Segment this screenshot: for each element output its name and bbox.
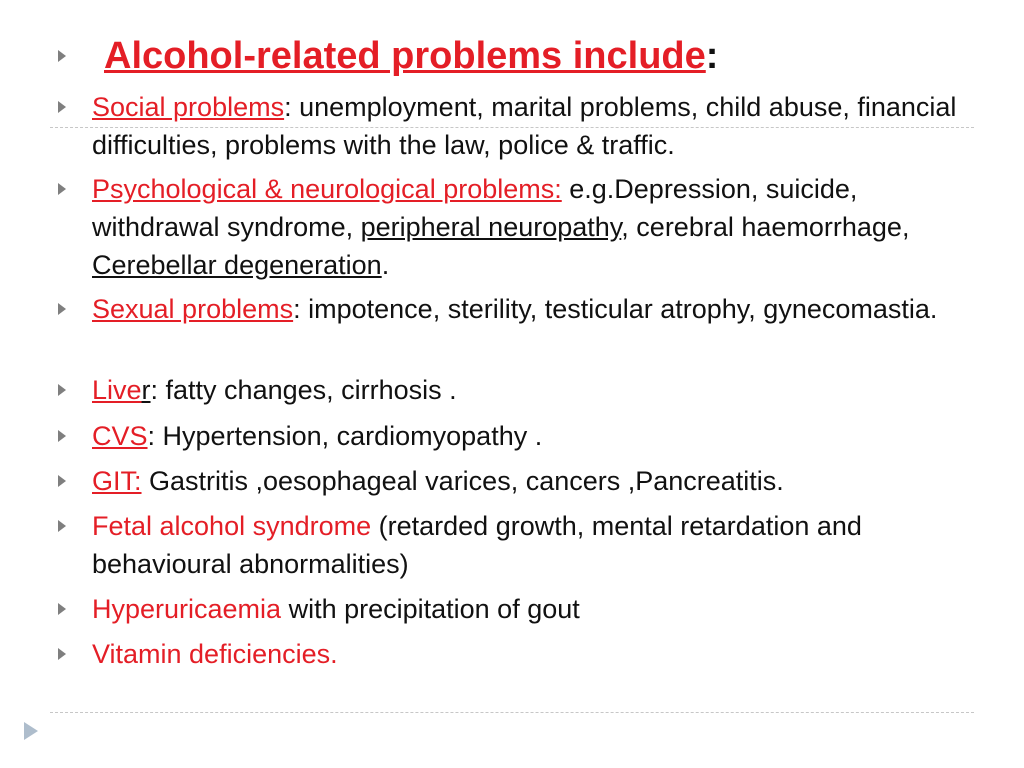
item-body: (retarded growth, mental retardation and behavioural abnormalities) xyxy=(92,511,862,579)
item-underlined-term: Cerebellar degeneration xyxy=(92,250,382,280)
bullet-triangle-icon xyxy=(58,430,66,442)
item-underlined-term: peripheral neuropathy xyxy=(360,212,622,242)
item-term: Live xyxy=(92,375,142,405)
bullet-triangle-icon xyxy=(58,475,66,487)
item-term: CVS xyxy=(92,421,148,451)
item-term: GIT: xyxy=(92,466,142,496)
bottom-divider xyxy=(50,712,974,713)
item-term: Social problems xyxy=(92,92,285,122)
item-body: . xyxy=(381,250,390,280)
item-term: Psychological & neurological problems: xyxy=(92,174,562,204)
item-body: with precipitation of gout xyxy=(281,594,580,624)
item-body: : fatty changes, cirrhosis . xyxy=(150,375,457,405)
bullet-triangle-icon xyxy=(58,303,66,315)
item-body: , cerebral haemorrhage, xyxy=(621,212,910,242)
bullet-triangle-icon xyxy=(58,520,66,532)
item-body: e.g.Depression, suicide, withdrawal syndrome, xyxy=(92,174,858,242)
item-sep: : xyxy=(293,294,301,324)
bullet-triangle-icon xyxy=(58,183,66,195)
item-body: : Hypertension, cardiomyopathy . xyxy=(147,421,543,451)
item-term: Sexual problems xyxy=(92,294,294,324)
item-body: unemployment, marital problems, child abuse, financial difficulties, problems with the law, police & traffic. xyxy=(92,92,957,160)
item-body: impotence, sterility, testicular atrophy, gynecomastia. xyxy=(300,294,938,324)
item-term: Vitamin deficiencies. xyxy=(92,639,338,669)
bullet-triangle-icon xyxy=(58,603,66,615)
bullet-triangle-icon xyxy=(58,384,66,396)
item-term: Fetal alcohol syndrome xyxy=(92,511,372,541)
title-text: Alcohol-related problems include xyxy=(104,35,706,77)
item-term: Hyperuricaemia xyxy=(92,594,282,624)
bullet-triangle-icon xyxy=(58,50,66,62)
bullet-triangle-icon xyxy=(58,648,66,660)
item-term-tail: r xyxy=(141,375,151,405)
slide-title xyxy=(104,34,974,78)
item-sep: : xyxy=(284,92,292,122)
title-colon: : xyxy=(705,35,719,77)
bullet-triangle-icon xyxy=(58,101,66,113)
next-slide-icon[interactable] xyxy=(24,722,38,740)
item-body: Gastritis ,oesophageal varices, cancers ,Pancreatitis. xyxy=(141,466,784,496)
